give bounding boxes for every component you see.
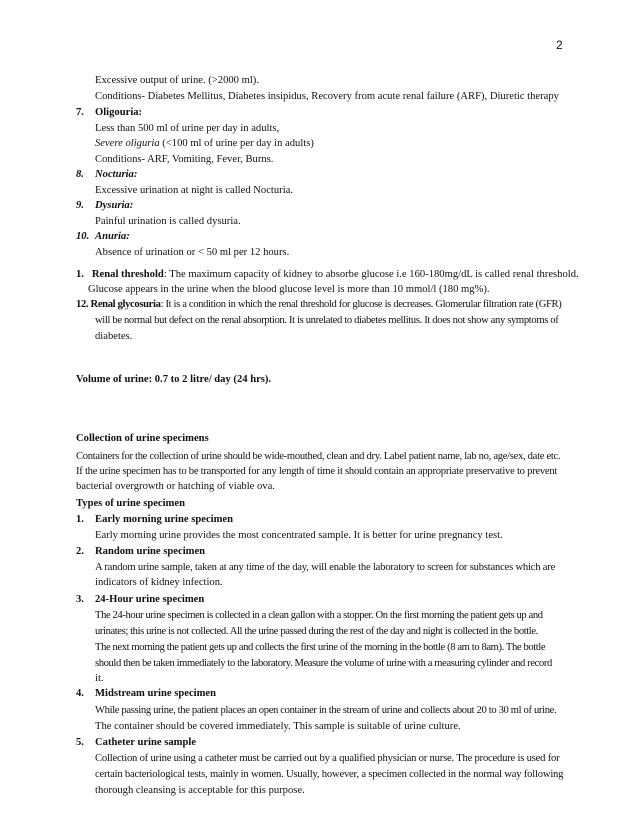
type-line: The next morning the patient gets up and collects the first urine of the morning in the bottle (8 am to 8am). The bottle [95, 642, 546, 653]
line-rest: (<100 ml of urine per day in adults) [159, 138, 314, 149]
types-heading: Types of urine specimen [76, 498, 185, 509]
renal-threshold-line [76, 267, 579, 283]
type-line: indicators of kidney infection. [95, 577, 223, 588]
item-line: Painful urination is called dysuria. [95, 216, 241, 227]
type-line: should then be taken immediately to the laboratory. Measure the volume of urine with a measuring cylinder and record [95, 658, 552, 669]
page-number: 2 [556, 38, 563, 52]
type-line: The 24-hour urine specimen is collected in a clean gallon with a stopper. On the first morning the patient gets up and [95, 610, 543, 621]
emphasis-text: Severe oliguria [95, 138, 160, 149]
collection-intro-1: Containers for the collection of urine should be wide-mouthed, clean and dry. Label patient name, lab no, age/sex, date etc. [76, 451, 561, 462]
type-number: 2. [76, 546, 84, 557]
type-line: The container should be covered immediately. This sample is suitable of urine culture. [95, 721, 461, 732]
type-title: Random urine specimen [95, 546, 206, 557]
item-line: Conditions- ARF, Vomiting, Fever, Burns. [95, 154, 274, 165]
urine-volume-heading: Volume of urine: 0.7 to 2 litre/ day (24 hrs). [76, 374, 272, 385]
item-number: 8. [76, 169, 84, 180]
type-line: urinates; this urine is not collected. All the urine passed during the rest of the day and night is collected in the bottle. [95, 626, 538, 637]
type-number: 5. [76, 737, 84, 748]
collection-intro-3: bacterial overgrowth or hatching of viable ova. [76, 481, 275, 492]
renal-threshold-line-2: Glucose appears in the urine when the blood glucose level is more than 10 mmol/l (180 mg%). [88, 284, 490, 295]
renal-glycosuria-line-2: will be normal but defect on the renal absorption. It is unrelated to diabetes mellitus. It does not show any symptoms of [95, 315, 559, 326]
type-title: 24-Hour urine specimen [95, 594, 205, 605]
item-number: 10. [76, 231, 90, 242]
item-line: Excessive urination at night is called Nocturia. [95, 185, 293, 196]
item-title: Oligouria: [95, 107, 143, 118]
type-line: thorough cleansing is acceptable for this purpose. [95, 785, 305, 796]
type-line: While passing urine, the patient places an open container in the stream of urine and collects about 20 to 30 ml of urine. [95, 705, 557, 716]
type-line: certain bacteriological tests, mainly in women. Usually, however, a specimen collected in the normal way following [95, 769, 564, 780]
collection-heading: Collection of urine specimens [76, 433, 209, 444]
type-title: Midstream urine specimen [95, 688, 217, 699]
collection-intro-2: If the urine specimen has to be transported for any length of time it should contain an appropriate preservative to prevent [76, 466, 558, 477]
item-line [95, 136, 314, 152]
item-line: Less than 500 ml of urine per day in adults, [95, 123, 280, 134]
type-title: Catheter urine sample [95, 737, 197, 748]
type-line: Collection of urine using a catheter must be carried out by a qualified physician or nurse. The procedure is used for [95, 753, 560, 764]
renal-glycosuria-line: 12. Renal glycosuria: It is a condition in which the renal threshold for glucose is decreases. Glomerular filtration rate (GFR) [76, 299, 562, 310]
glycosuria-text: : It is a condition in which the renal threshold for glucose is decreases. Glomerular filtration rate (GFR) [160, 299, 562, 310]
glycosuria-number: 12 [76, 299, 86, 310]
item-number: 7. [76, 107, 84, 118]
type-title: Early morning urine specimen [95, 514, 234, 525]
type-line: Early morning urine provides the most concentrated sample. It is better for urine pregnancy test. [95, 530, 503, 541]
renal-threshold-text: : The maximum capacity of kidney to absorbe glucose i.e 160-180mg/dL is called renal threshold. [163, 269, 579, 280]
item-title: Anuria: [95, 231, 130, 242]
renal-glycosuria-line-3: diabetes. [95, 331, 133, 342]
type-number: 4. [76, 688, 84, 699]
item-title: Nocturia: [95, 169, 138, 180]
type-number: 3. [76, 594, 84, 605]
type-line: A random urine sample, taken at any time of the day, will enable the laboratory to screen for substances which are [95, 562, 556, 573]
renal-threshold-term: Renal threshold [91, 269, 164, 280]
item-title: Dysuria: [95, 200, 134, 211]
renal-threshold-number: 1. [76, 269, 84, 280]
type-line: it. [95, 673, 104, 684]
item-number: 9. [76, 200, 84, 211]
glycosuria-term: Renal glycosuria [90, 299, 161, 310]
excess-output-line: Excessive output of urine. (>2000 ml). [95, 75, 259, 86]
polyuria-conditions-line: Conditions- Diabetes Mellitus, Diabetes insipidus, Recovery from acute renal failure (ARF), Diuretic therapy [95, 91, 559, 102]
type-number: 1. [76, 514, 84, 525]
item-line: Absence of urination or < 50 ml per 12 hours. [95, 247, 290, 258]
